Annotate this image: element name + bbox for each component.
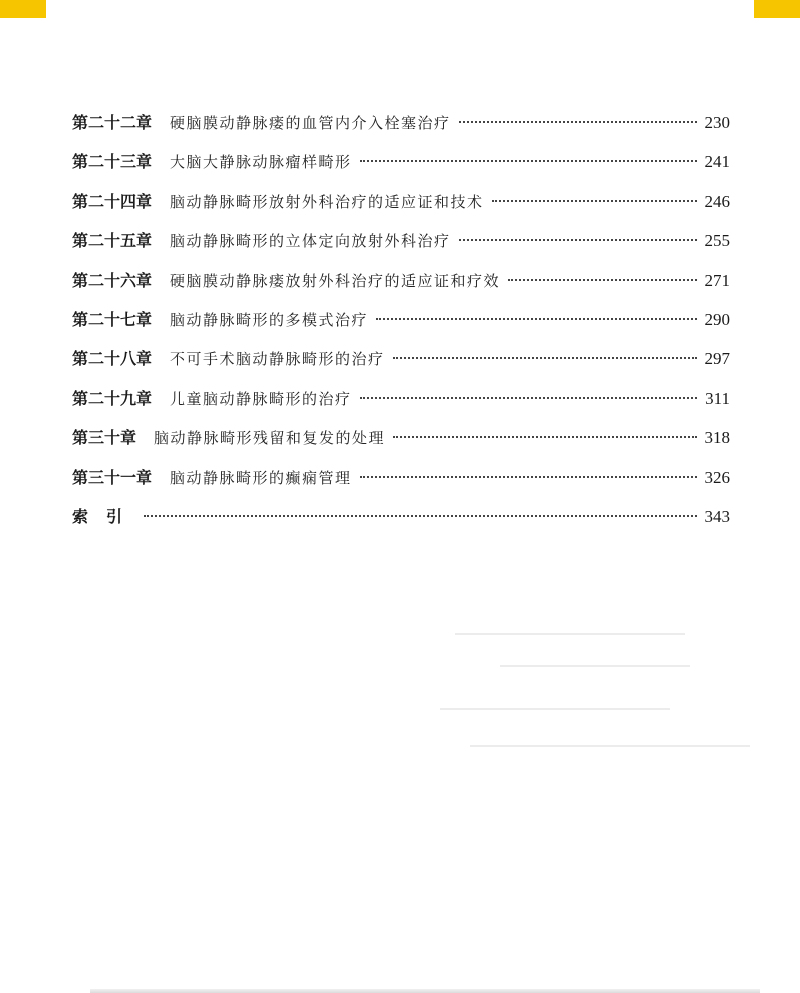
corner-tab-left bbox=[0, 0, 46, 18]
page-number: 230 bbox=[704, 113, 730, 132]
dot-leader bbox=[360, 160, 697, 162]
page-number: 271 bbox=[704, 270, 730, 290]
dot-leader bbox=[144, 515, 696, 517]
dot-leader bbox=[360, 476, 697, 478]
chapter-title: 脑动静脉畸形的多模式治疗 bbox=[170, 310, 369, 329]
toc-row bbox=[72, 149, 730, 188]
page-number: 255 bbox=[704, 231, 730, 251]
chapter-number: 第三十章 bbox=[72, 428, 137, 448]
toc-row bbox=[72, 465, 730, 504]
chapter-number: 第二十六章 bbox=[72, 270, 153, 290]
chapter-number: 第二十三章 bbox=[72, 152, 153, 172]
page-number: 290 bbox=[704, 309, 730, 329]
page-number: 297 bbox=[704, 349, 730, 369]
chapter-number: 第二十四章 bbox=[72, 191, 153, 211]
toc-row bbox=[72, 307, 730, 346]
show-through-mark bbox=[455, 633, 685, 635]
chapter-title: 硬脑膜动静脉瘘的血管内介入栓塞治疗 bbox=[170, 114, 451, 132]
chapter-number: 第三十一章 bbox=[72, 467, 153, 487]
toc-row bbox=[72, 228, 730, 267]
table-of-contents bbox=[72, 110, 730, 543]
chapter-number: 第二十九章 bbox=[72, 388, 153, 408]
toc-row bbox=[72, 268, 730, 307]
show-through-mark bbox=[500, 665, 690, 667]
chapter-number: 第二十七章 bbox=[72, 309, 153, 329]
show-through-mark bbox=[440, 708, 670, 710]
toc-row bbox=[72, 189, 730, 228]
toc-row bbox=[72, 346, 730, 385]
chapter-title: 儿童脑动静脉畸形的治疗 bbox=[170, 389, 352, 408]
toc-row bbox=[72, 425, 730, 464]
chapter-title: 脑动静脉畸形的立体定向放射外科治疗 bbox=[170, 232, 451, 251]
dot-leader bbox=[360, 397, 698, 399]
toc-row-index bbox=[72, 504, 730, 543]
dot-leader bbox=[393, 357, 697, 359]
index-label: 索引 bbox=[72, 506, 141, 526]
dot-leader bbox=[459, 239, 697, 241]
chapter-title: 大脑大静脉动脉瘤样畸形 bbox=[170, 153, 352, 172]
page-number: 246 bbox=[704, 191, 730, 211]
chapter-number: 第二十五章 bbox=[72, 231, 153, 251]
page-number: 343 bbox=[704, 506, 730, 526]
page-number: 241 bbox=[704, 152, 730, 172]
chapter-title: 脑动静脉畸形残留和复发的处理 bbox=[154, 429, 386, 448]
show-through-mark bbox=[470, 745, 750, 747]
dot-leader bbox=[492, 200, 697, 202]
toc-row bbox=[72, 110, 730, 149]
chapter-title: 硬脑膜动静脉瘘放射外科治疗的适应证和疗效 bbox=[170, 271, 501, 290]
chapter-title: 脑动静脉畸形的癫痫管理 bbox=[170, 468, 352, 487]
chapter-title: 脑动静脉畸形放射外科治疗的适应证和技术 bbox=[170, 192, 484, 211]
page-number: 326 bbox=[704, 467, 730, 487]
page-number: 311 bbox=[705, 388, 730, 408]
dot-leader bbox=[459, 121, 697, 123]
chapter-number: 第二十二章 bbox=[72, 113, 153, 132]
chapter-number: 第二十八章 bbox=[72, 349, 153, 369]
dot-leader bbox=[393, 436, 696, 438]
page-number: 318 bbox=[704, 428, 730, 448]
chapter-title: 不可手术脑动静脉畸形的治疗 bbox=[170, 350, 385, 369]
dot-leader bbox=[508, 279, 696, 281]
toc-row bbox=[72, 386, 730, 425]
corner-tab-right bbox=[754, 0, 800, 18]
page-bottom-edge bbox=[90, 989, 760, 993]
dot-leader bbox=[376, 318, 696, 320]
